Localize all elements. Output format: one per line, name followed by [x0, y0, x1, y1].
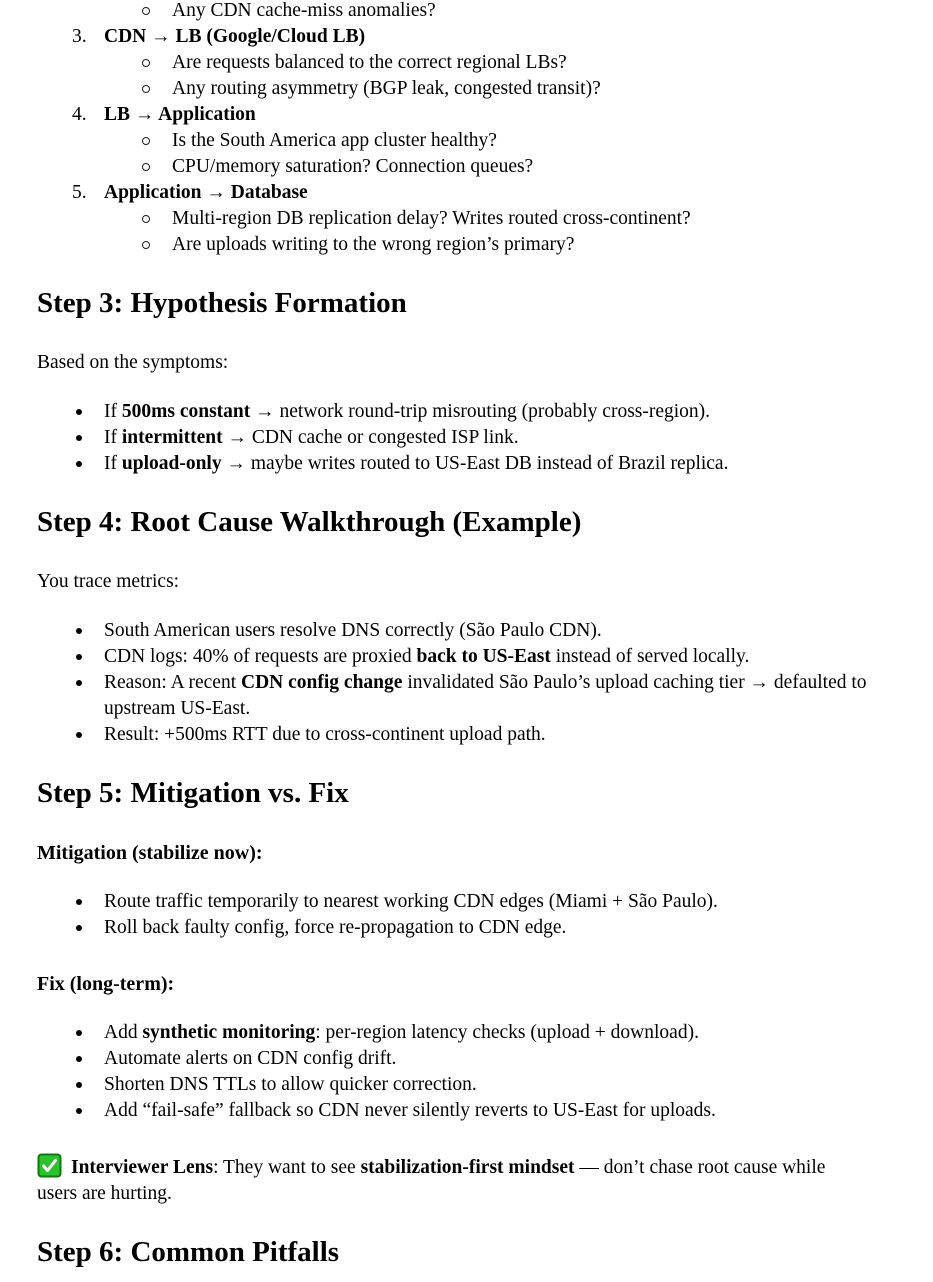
bold-text-run: stabilization-first mindset [360, 1157, 575, 1178]
text-run: Are uploads writing to the wrong region’s primary? [172, 234, 575, 255]
bullet-list-item [0, 451, 933, 477]
text-run: → maybe writes routed to US-East DB instead of Brazil replica. [221, 453, 729, 474]
check-mark-icon [37, 1153, 62, 1178]
text-run: Route traffic temporarily to nearest working CDN edges (Miami + São Paulo). [104, 891, 718, 912]
text-run: Roll back faulty config, force re-propagation to CDN edge. [104, 917, 567, 938]
bullet-list-item [0, 1098, 933, 1124]
text-run: Based on the symptoms: [37, 352, 229, 373]
text-run: Result: +500ms RTT due to cross-continent upload path. [104, 724, 546, 745]
text-run: invalidated São Paulo’s upload caching tier → defaulted to upstream US-East. [104, 672, 867, 719]
text-run: Shorten DNS TTLs to allow quicker correction. [104, 1074, 477, 1095]
disc-bullet-icon [76, 628, 82, 634]
bold-text-run: CDN config change [241, 672, 403, 693]
sub-bullet-item [0, 232, 933, 258]
numbered-list-item [0, 180, 933, 206]
section-heading: Step 3: Hypothesis Formation [37, 287, 407, 319]
text-run: If [104, 453, 122, 474]
circle-bullet-icon [142, 215, 150, 223]
disc-bullet-icon [76, 409, 82, 415]
text-run: Reason: A recent [104, 672, 242, 693]
bold-text-run: 500ms constant [121, 401, 251, 422]
bullet-list [0, 399, 933, 477]
text-run: → network round-trip misrouting (probably cross-region). [250, 401, 711, 422]
bullet-list-item [0, 915, 933, 941]
bold-text-run: upload-only [121, 453, 222, 474]
bold-text-run: back to US-East [416, 646, 551, 667]
circle-bullet-icon [142, 85, 150, 93]
bold-text-run: CDN → LB (Google/Cloud LB) [104, 26, 366, 47]
text-run: Automate alerts on CDN config drift. [104, 1048, 397, 1069]
bullet-list-item [0, 1046, 933, 1072]
sub-bullet-item [0, 76, 933, 102]
bullet-list-item [0, 644, 933, 670]
disc-bullet-icon [76, 1108, 82, 1114]
bold-text-run: LB → Application [104, 104, 256, 125]
ordered-list [0, 0, 933, 258]
disc-bullet-icon [76, 1082, 82, 1088]
sub-heading: Mitigation (stabilize now): [37, 842, 263, 864]
text-run: : per-region latency checks (upload + download). [315, 1022, 699, 1043]
text-run: Add “fail-safe” fallback so CDN never silently reverts to US-East for uploads. [104, 1100, 716, 1121]
disc-bullet-icon [76, 654, 82, 660]
sub-heading: Fix (long-term): [37, 973, 175, 995]
bullet-list-item [0, 722, 933, 748]
bullet-list-item [0, 618, 933, 644]
list-number: 4. [72, 104, 87, 125]
circle-bullet-icon [142, 7, 150, 15]
disc-bullet-icon [76, 925, 82, 931]
text-run: Multi-region DB replication delay? Writes routed cross-continent? [172, 208, 691, 229]
disc-bullet-icon [76, 732, 82, 738]
disc-bullet-icon [76, 435, 82, 441]
disc-bullet-icon [76, 680, 82, 686]
text-run: Any routing asymmetry (BGP leak, congested transit)? [172, 78, 601, 99]
sub-bullet-item [0, 128, 933, 154]
text-run: CDN logs: 40% of requests are proxied [104, 646, 417, 667]
sub-bullet-item [0, 0, 933, 24]
bullet-list [0, 1020, 933, 1124]
text-run: If [104, 401, 122, 422]
text-run: Add [104, 1022, 143, 1043]
circle-bullet-icon [142, 241, 150, 249]
bold-text-run: Interviewer Lens [71, 1157, 214, 1178]
section-heading: Step 5: Mitigation vs. Fix [37, 777, 349, 809]
bullet-list [0, 889, 933, 941]
bullet-list-item [0, 399, 933, 425]
bold-text-run: Application → Database [104, 182, 308, 203]
list-number: 3. [72, 26, 87, 47]
bold-text-run: synthetic monitoring [142, 1022, 316, 1043]
interviewer-lens-callout [37, 1153, 896, 1207]
bold-text-run: intermittent [121, 427, 223, 448]
text-run: South American users resolve DNS correctly (São Paulo CDN). [104, 620, 602, 641]
text-run: : They want to see [213, 1157, 361, 1178]
sub-bullet-item [0, 50, 933, 76]
text-run: Are requests balanced to the correct regional LBs? [172, 52, 567, 73]
disc-bullet-icon [76, 1030, 82, 1036]
numbered-list-item [0, 24, 933, 50]
disc-bullet-icon [76, 461, 82, 467]
text-run: → CDN cache or congested ISP link. [222, 427, 519, 448]
section-heading: Step 4: Root Cause Walkthrough (Example) [37, 506, 582, 538]
bullet-list-item [0, 1020, 933, 1046]
paragraph [37, 350, 896, 376]
text-run: Any CDN cache-miss anomalies? [172, 0, 436, 21]
circle-bullet-icon [142, 163, 150, 171]
bullet-list [0, 618, 933, 748]
text-run: — don’t chase root cause while users are hurting. [37, 1157, 826, 1204]
text-run: If [104, 427, 122, 448]
paragraph [37, 569, 896, 595]
bullet-list-item [0, 1072, 933, 1098]
text-run: CPU/memory saturation? Connection queues? [172, 156, 534, 177]
text-run: instead of served locally. [550, 646, 750, 667]
sub-bullet-item [0, 154, 933, 180]
circle-bullet-icon [142, 59, 150, 67]
text-run: You trace metrics: [37, 571, 180, 592]
numbered-list-item [0, 102, 933, 128]
text-run: Is the South America app cluster healthy? [172, 130, 497, 151]
list-number: 5. [72, 182, 87, 203]
bullet-list-item [0, 670, 933, 722]
section-heading: Step 6: Common Pitfalls [37, 1236, 340, 1268]
circle-bullet-icon [142, 137, 150, 145]
disc-bullet-icon [76, 1056, 82, 1062]
bullet-list-item [0, 425, 933, 451]
bullet-list-item [0, 889, 933, 915]
sub-bullet-item [0, 206, 933, 232]
disc-bullet-icon [76, 899, 82, 905]
